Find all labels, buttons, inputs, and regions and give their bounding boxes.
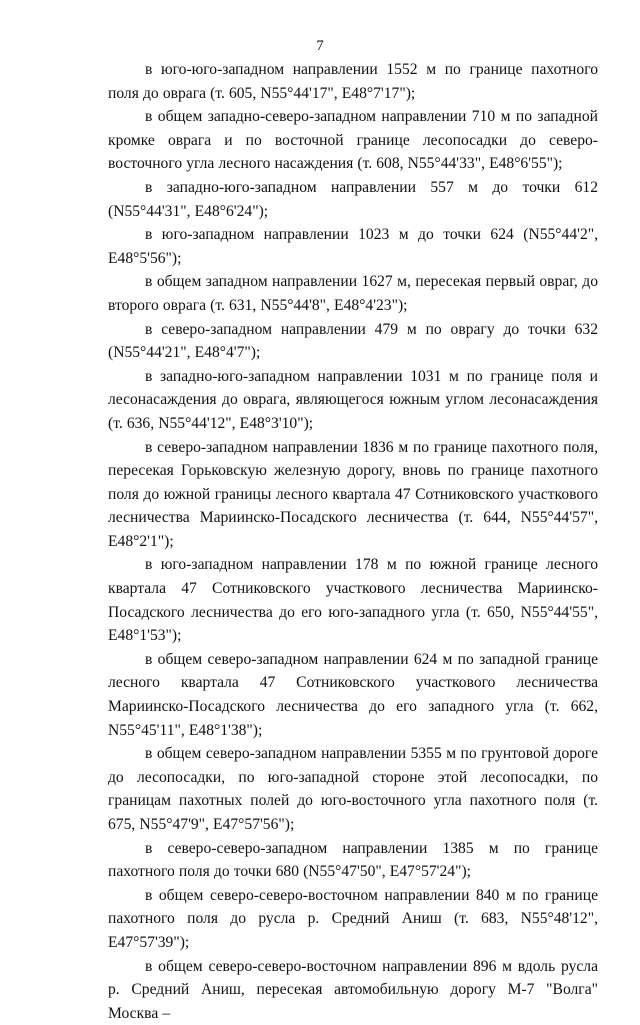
document-body xyxy=(108,58,598,1025)
paragraph: в западно-юго-западном направлении 1031 м по границе поля и лесонасаждения до оврага, являющегося южным углом лесонасаждения (т. 636, N55°44'12", E48°3'10"); xyxy=(108,367,598,432)
paragraph: в северо-западном направлении 479 м по оврагу до точки 632 (N55°44'21", E48°4'7"); xyxy=(108,320,598,362)
paragraph: в юго-западном направлении 178 м по южной границе лесного квартала 47 Сотниковского участкового лесничества Мариинско-Посадского лесничества до его юго-западного угла (т. 650, N55°44'55", E48°1'53"); xyxy=(108,556,598,645)
paragraph: в общем западно-северо-западном направлении 710 м по западной кромке оврага и по восточной границе лесопосадки до северо-восточного угла лесного насаждения (т. 608, N55°44'33", E48°6'55"); xyxy=(108,108,598,173)
paragraph: в общем северо-северо-восточном направлении 896 м вдоль русла р. Средний Аниш, пересекая автомобильную дорогу М-7 "Волга" Москва – xyxy=(108,957,598,1022)
paragraph: в юго-юго-западном направлении 1552 м по границе пахотного поля до оврага (т. 605, N55°44'17", E48°7'17"); xyxy=(108,61,598,102)
paragraph: в северо-западном направлении 1836 м по границе пахотного поля, пересекая Горьковскую железную дорогу, вновь по границе пахотного поля до южной границы лесного квартала 47 Сотниковского участкового лесничества Мариинско-Посадского лесничества (т. 644, N55°44'57", E48°2'1"); xyxy=(108,438,598,550)
paragraph: в общем западном направлении 1627 м, пересекая первый овраг, до второго оврага (т. 631, N55°44'8", E48°4'23"); xyxy=(108,273,598,314)
page-number: 7 xyxy=(316,38,324,54)
paragraph: в юго-западном направлении 1023 м до точки 624 (N55°44'2", E48°5'56"); xyxy=(108,226,598,267)
paragraph: в северо-северо-западном направлении 1385 м по границе пахотного поля до точки 680 (N55°47'50", E47°57'24"); xyxy=(108,839,598,881)
paragraph: в общем северо-западном направлении 5355 м по грунтовой дороге до лесопосадки, по юго-западной стороне этой лесопосадки, по границам пахотных полей до юго-восточного угла пахотного поля (т. 675, N55°47'9", E47°57'56"); xyxy=(108,745,598,833)
paragraph: в общем северо-северо-восточном направлении 840 м по границе пахотного поля до русла р. Средний Аниш (т. 683, N55°48'12", E47°57'39"); xyxy=(108,886,598,951)
paragraph: в общем северо-западном направлении 624 м по западной границе лесного квартала 47 Сотниковского участкового лесничества Мариинско-Посадского лесничества до его западного угла (т. 662, N55°45'11", E48°1'38"); xyxy=(108,650,598,739)
paragraph: в западно-юго-западном направлении 557 м до точки 612 (N55°44'31", E48°6'24"); xyxy=(108,178,598,220)
